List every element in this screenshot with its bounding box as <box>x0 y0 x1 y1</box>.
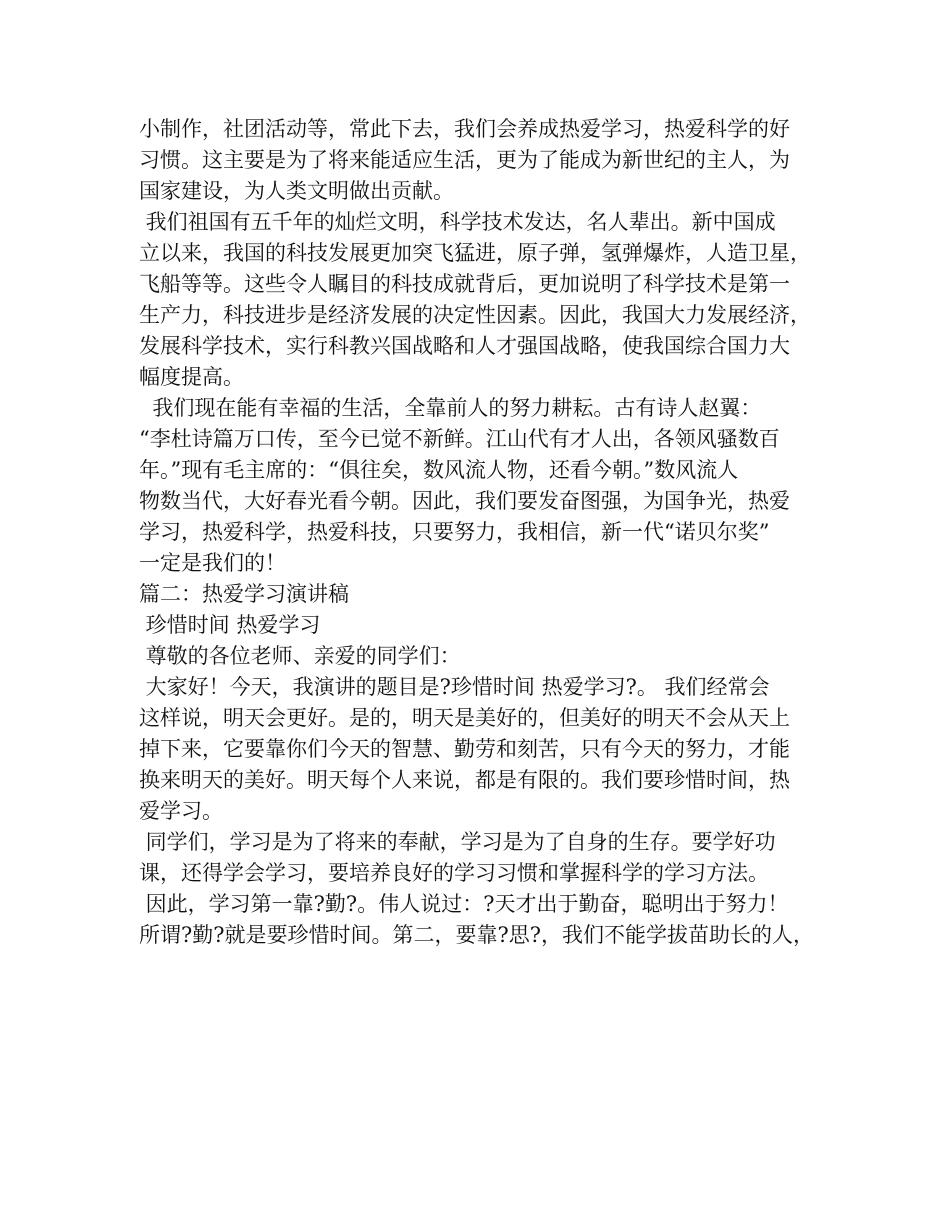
text-line: 生产力，科技进步是经济发展的决定性因素。因此，我国大力发展经济， <box>139 303 811 327</box>
text-line: 掉下来，它要靠你们今天的智慧、勤劳和刻苦，只有今天的努力，才能 <box>139 737 790 761</box>
document-body <box>139 114 829 951</box>
text-line: 爱学习。 <box>139 799 223 823</box>
text-line: 这样说，明天会更好。是的，明天是美好的，但美好的明天不会从天上 <box>139 706 790 730</box>
text-line: 发展科学技术，实行科教兴国战略和人才强国战略，使我国综合国力大 <box>139 334 790 358</box>
text-line: 物数当代，大好春光看今朝。因此，我们要发奋图强，为国争光，热爱 <box>139 489 790 513</box>
text-line: 一定是我们的！ <box>139 551 286 575</box>
text-line: 学习，热爱科学，热爱科技，只要努力，我相信，新一代“诺贝尔奖” <box>139 520 770 544</box>
text-line: 年。”现有毛主席的：“俱往矣，数风流人物，还看今朝。”数风流人 <box>139 458 739 482</box>
text-line: 我们现在能有幸福的生活，全靠前人的努力耕耘。古有诗人赵翼： <box>139 396 762 420</box>
text-line: 小制作，社团活动等，常此下去，我们会养成热爱学习，热爱科学的好 <box>139 117 790 141</box>
text-line: 大家好！今天，我演讲的题目是?珍惜时间 热爱学习?。 我们经常会 <box>139 675 770 699</box>
speech-title: 珍惜时间 热爱学习 <box>139 613 321 637</box>
text-line: 同学们，学习是为了将来的奉献，学习是为了自身的生存。要学好功 <box>139 830 776 854</box>
text-line: 习惯。这主要是为了将来能适应生活，更为了能成为新世纪的主人，为 <box>139 148 790 172</box>
text-line: 因此，学习第一靠?勤?。伟人说过：?天才出于勤奋，聪明出于努力！ <box>139 892 789 916</box>
text-line: 我们祖国有五千年的灿烂文明，科学技术发达，名人辈出。新中国成 <box>139 210 776 234</box>
text-line: 课，还得学会学习，要培养良好的学习习惯和掌握科学的学习方法。 <box>139 861 769 885</box>
text-line: 国家建设，为人类文明做出贡献。 <box>139 179 454 203</box>
section-heading: 篇二：热爱学习演讲稿 <box>139 582 349 606</box>
text-line: “李杜诗篇万口传，至今已觉不新鲜。江山代有才人出，各领风骚数百 <box>139 427 780 451</box>
text-line: 换来明天的美好。明天每个人来说，都是有限的。我们要珍惜时间，热 <box>139 768 790 792</box>
salutation: 尊敬的各位老师、亲爱的同学们： <box>139 644 461 668</box>
text-line: 所谓?勤?就是要珍惜时间。第二，要靠?思?，我们不能学拔苗助长的人， <box>139 923 815 947</box>
text-line: 飞船等等。这些令人瞩目的科技成就背后，更加说明了科学技术是第一 <box>139 272 790 296</box>
text-line: 立以来，我国的科技发展更加突飞猛进，原子弹，氢弹爆炸，人造卫星， <box>139 241 811 265</box>
text-line: 幅度提高。 <box>139 365 244 389</box>
